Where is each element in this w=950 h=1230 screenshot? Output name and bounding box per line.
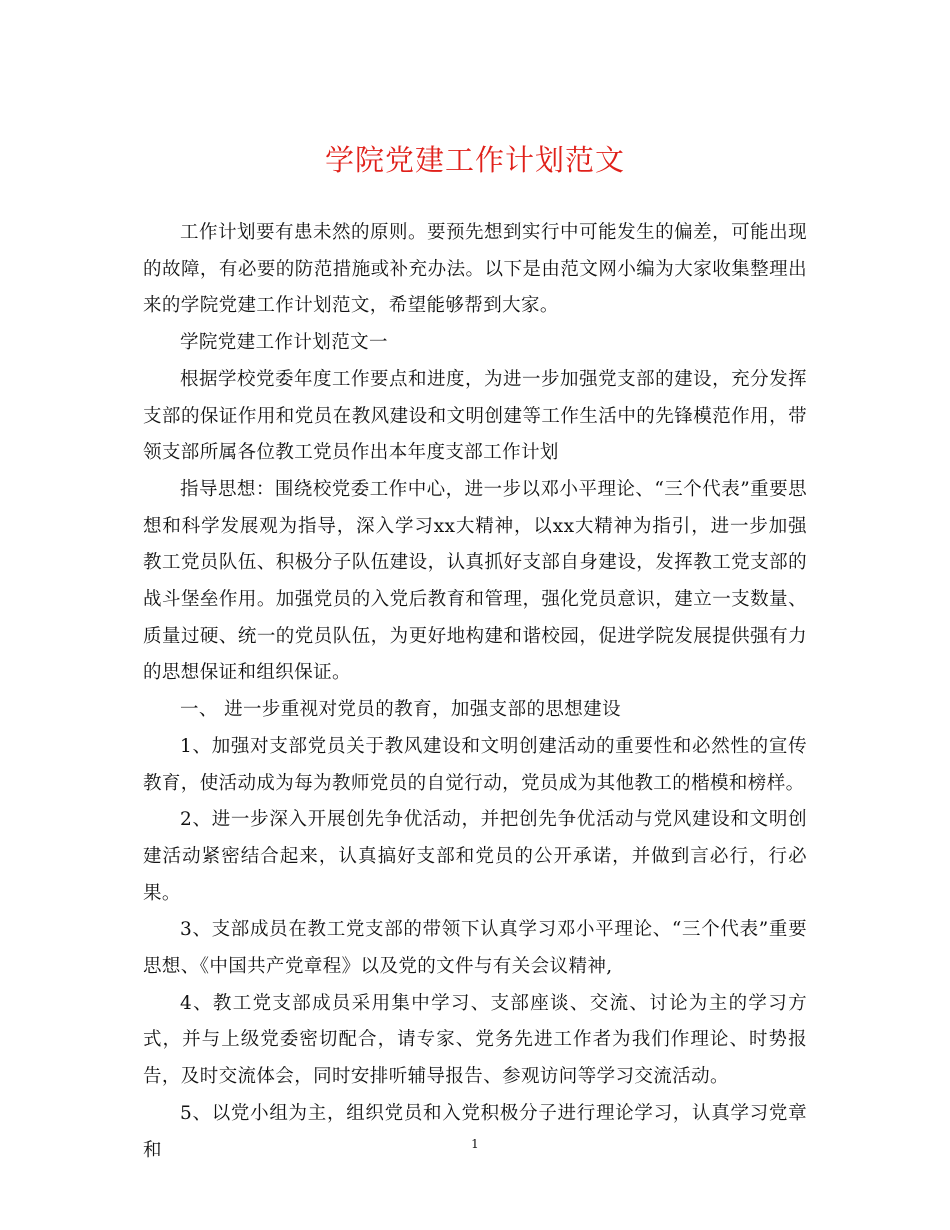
document-body [143,215,807,1169]
page-number: 1 [471,1137,479,1151]
list-item: 2、进一步深入开展创先争优活动，并把创先争优活动与党风建设和文明创建活动紧密结合起来，认真搞好支部和党员的公开承诺，并做到言必行，行必果。 [143,809,807,904]
guiding-thought-paragraph: 指导思想：围绕校党委工作中心，进一步以邓小平理论、“三个代表”重要思想和科学发展观为指导，深入学习xx大精神，以xx大精神为指引，进一步加强教工党员队伍、积极分子队伍建设，认真抓好支部自身建设，发挥教工党支部的战斗堡垒作用。加强党员的入党后教育和管理，强化党员意识，建立一支数量、质量过硬、统一的党员队伍，为更好地构建和谐校园，促进学院发展提供强有力的思想保证和组织保证。 [143,478,807,684]
section-heading: 一、 进一步重视对党员的教育，加强支部的思想建设 [180,699,621,721]
list-item: 3、支部成员在教工党支部的带领下认真学习邓小平理论、“三个代表”重要思想、《中国共产党章程》以及党的文件与有关会议精神, [143,919,807,978]
list-item: 4、教工党支部成员采用集中学习、支部座谈、交流、讨论为主的学习方式，并与上级党委密切配合，请专家、党务先进工作者为我们作理论、时势报告，及时交流体会，同时安排听辅导报告、参观访问等学习交流活动。 [143,992,807,1088]
section-heading: 学院党建工作计划范文一 [180,332,388,354]
page-title: 学院党建工作计划范文 [324,143,625,177]
list-item: 5、以党小组为主，组织党员和入党积极分子进行理论学习，认真学习党章和 [143,1102,807,1161]
body-paragraph: 根据学校党委年度工作要点和进度，为进一步加强党支部的建设，充分发挥支部的保证作用和党员在教风建设和文明创建等工作生活中的先锋模范作用，带领支部所属各位教工党员作出本年度支部工作计划 [143,368,807,464]
intro-paragraph: 工作计划要有患未然的原则。要预先想到实行中可能发生的偏差，可能出现的故障，有必要的防范措施或补充办法。以下是由范文网小编为大家收集整理出来的学院党建工作计划范文，希望能够帮到大家。 [143,222,807,317]
list-item: 1、加强对支部党员关于教风建设和文明创建活动的重要性和必然性的宣传教育，使活动成为每为教师党员的自觉行动，党员成为其他教工的楷模和榜样。 [143,735,807,794]
